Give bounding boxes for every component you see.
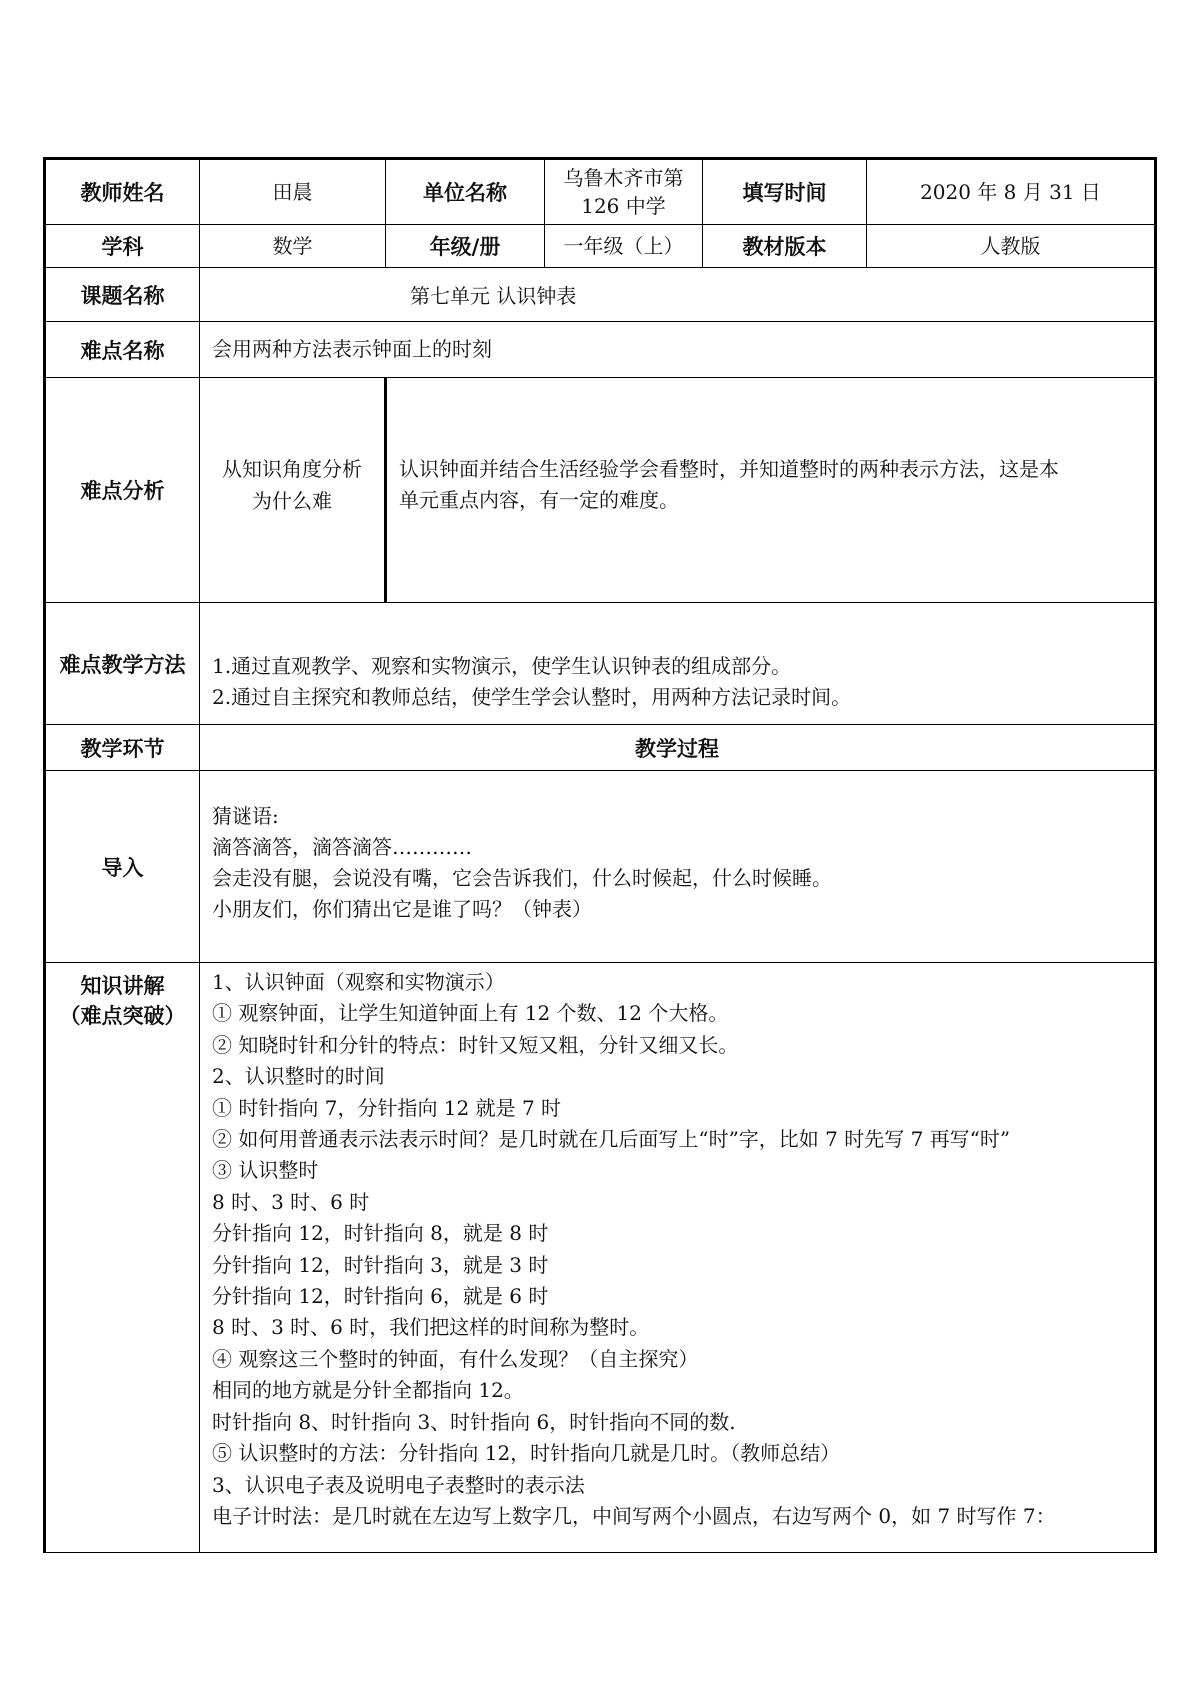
- edition-value: 人教版: [867, 225, 1156, 268]
- knowledge-line: ③ 认识整时: [212, 1158, 319, 1183]
- process-header-row: [45, 725, 1156, 771]
- knowledge-line: 2、认识整时的时间: [212, 1064, 385, 1089]
- method-text: [200, 603, 1156, 725]
- analysis-text: [386, 378, 1156, 603]
- lesson-plan-sheet: [43, 157, 1154, 1553]
- knowledge-line: 8 时、3 时、6 时，我们把这样的时间称为整时。: [212, 1315, 650, 1340]
- header-row-2: [45, 225, 1156, 268]
- unit-name-line-2: 126 中学: [581, 194, 666, 218]
- lesson-plan-table: [43, 157, 1157, 1553]
- analysis-row: [45, 378, 1156, 603]
- knowledge-line: 相同的地方就是分针全都指向 12。: [212, 1378, 524, 1403]
- analysis-sub-label: [200, 378, 386, 603]
- intro-line: 会走没有腿，会说没有嘴，它会告诉我们，什么时候起，什么时候睡。: [212, 865, 832, 890]
- knowledge-line: ① 观察钟面，让学生知道钟面上有 12 个数、12 个大格。: [212, 1001, 729, 1026]
- difficulty-label: 难点名称: [45, 322, 200, 378]
- method-label: 难点教学方法: [45, 603, 200, 725]
- knowledge-text: [200, 963, 1156, 1553]
- unit-name-value: [545, 159, 703, 225]
- grade-label: 年级/册: [386, 225, 545, 268]
- difficulty-row: [45, 322, 1156, 378]
- knowledge-label-line-2: （难点突破）: [59, 1004, 186, 1028]
- knowledge-line: ① 时针指向 7，分针指向 12 就是 7 时: [212, 1095, 562, 1120]
- knowledge-line: 时针指向 8、时针指向 3、时针指向 6，时针指向不同的数.: [212, 1409, 736, 1434]
- knowledge-line: ② 如何用普通表示法表示时间？是几时就在几后面写上“时”字，比如 7 时先写 7 再写“时”: [212, 1127, 1011, 1152]
- knowledge-line: 3、认识电子表及说明电子表整时的表示法: [212, 1472, 585, 1497]
- knowledge-line: 电子计时法：是几时就在左边写上数字几，中间写两个小圆点，右边写两个 0，如 7 时写作 7：: [212, 1503, 1056, 1528]
- analysis-text-line-2: 单元重点内容，有一定的难度。: [399, 488, 679, 512]
- knowledge-line: 分针指向 12，时针指向 6，就是 6 时: [212, 1284, 549, 1309]
- intro-text: [200, 771, 1156, 963]
- method-line-2: 2.通过自主探究和教师总结，使学生学会认整时，用两种方法记录时间。: [212, 684, 852, 709]
- knowledge-line: 8 时、3 时、6 时: [212, 1189, 370, 1214]
- analysis-sub-label-line-1: 从知识角度分析: [222, 457, 362, 481]
- knowledge-line: 1、认识钟面（观察和实物演示）: [212, 970, 505, 994]
- analysis-label: 难点分析: [45, 378, 200, 603]
- intro-row: [45, 771, 1156, 963]
- method-row: [45, 603, 1156, 725]
- subject-label: 学科: [45, 225, 200, 268]
- knowledge-row: [45, 963, 1156, 1553]
- analysis-sub-label-line-2: 为什么难: [252, 489, 332, 513]
- analysis-text-line-1: 认识钟面并结合生活经验学会看整时，并知道整时的两种表示方法，这是本: [399, 457, 1059, 481]
- topic-label: 课题名称: [45, 268, 200, 322]
- subject-value: 数学: [200, 225, 386, 268]
- topic-value: 第七单元 认识钟表: [200, 268, 1156, 322]
- intro-line: 猜谜语:: [212, 803, 279, 828]
- knowledge-line: ② 知晓时针和分针的特点：时针又短又粗，分针又细又长。: [212, 1032, 739, 1057]
- method-line-1: 1.通过直观教学、观察和实物演示，使学生认识钟表的组成部分。: [212, 653, 792, 678]
- header-row-1: [45, 159, 1156, 225]
- intro-line: 滴答滴答，滴答滴答…………: [212, 834, 472, 859]
- difficulty-value: 会用两种方法表示钟面上的时刻: [200, 322, 1156, 378]
- knowledge-label: [45, 963, 200, 1553]
- unit-name-label: 单位名称: [386, 159, 545, 225]
- knowledge-line: ④ 观察这三个整时的钟面，有什么发现？（自主探究）: [212, 1346, 699, 1371]
- edition-label: 教材版本: [703, 225, 867, 268]
- unit-name-line-1: 乌鲁木齐市第: [563, 166, 684, 190]
- grade-value: 一年级（上）: [545, 225, 703, 268]
- topic-row: [45, 268, 1156, 322]
- knowledge-line: ⑤ 认识整时的方法：分针指向 12，时针指向几就是几时。（教师总结）: [212, 1441, 841, 1466]
- intro-label: 导入: [45, 771, 200, 963]
- intro-line: 小朋友们，你们猜出它是谁了吗？（钟表）: [212, 896, 592, 921]
- knowledge-line: 分针指向 12，时针指向 8，就是 8 时: [212, 1221, 549, 1246]
- process-header: 教学过程: [200, 725, 1156, 771]
- fill-time-value: 2020 年 8 月 31 日: [867, 159, 1156, 225]
- knowledge-label-line-1: 知识讲解: [80, 974, 165, 998]
- teacher-name-value: 田晨: [200, 159, 386, 225]
- teacher-name-label: 教师姓名: [45, 159, 200, 225]
- knowledge-line: 分针指向 12，时针指向 3，就是 3 时: [212, 1252, 549, 1277]
- fill-time-label: 填写时间: [703, 159, 867, 225]
- stage-header: 教学环节: [45, 725, 200, 771]
